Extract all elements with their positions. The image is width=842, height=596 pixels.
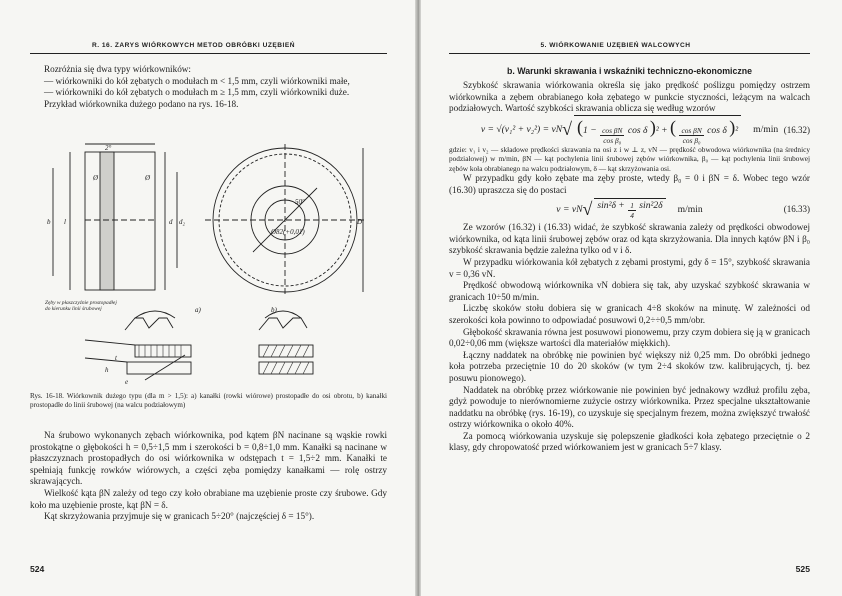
- figure-caption: Rys. 16-18. Wiórkownik dużego typu (dla m > 1,5): a) kanałki (rowki wiórowe) prostopadłe do osi obrotu, b) kanałki prostopadłe do linii śrubowej (na walcu podziałowym): [30, 392, 387, 409]
- formula2-frac-num: 1: [630, 201, 634, 211]
- bore-label: Ø82(+0,01): [271, 228, 305, 236]
- label-h: h: [105, 366, 109, 374]
- dim-label-d: d: [169, 218, 173, 226]
- formula1-frac1-den: cos β₀: [603, 135, 622, 145]
- formula2-radicand-a: sin²δ +: [597, 200, 628, 212]
- right-para-8: Łączny naddatek na obróbkę nie powinien być większy niż 0,25 mm. Do obróbki jednego koła potrzeba przeciętnie 10 do 20 skoków (w tym 2÷4 skoków tzw. kalibrujących, tj. bez posuwu pionowego).: [449, 349, 810, 383]
- right-page: [421, 0, 842, 596]
- angle-label: 50°: [295, 198, 305, 206]
- right-para-6: Liczbę skoków stołu dobiera się w granicach 4÷8 skoków na minutę. W zależności od szerokości koła powinno to odpowiadać posuwowi 0,2÷÷0,5 mm/obr.: [449, 303, 810, 325]
- right-para-1: Szybkość skrawania wiórkowania określa się jako prędkość poślizgu pomiędzy ostrzem wiórkownika a zębem obrabianego koła zębatego w punkcie styczności, leżącym na walcach podziałowych. Wartość szybkości skrawania oblicza się według wzorów: [449, 80, 810, 114]
- right-body-text: [449, 66, 810, 454]
- left-page-number: 524: [30, 564, 45, 574]
- left-body-text: [30, 430, 387, 523]
- formula2-lhs: v = vN: [556, 203, 583, 215]
- left-para-3: Kąt skrzyżowania przyjmuje się w granicach 5÷20° (najczęściej δ = 15°).: [44, 511, 315, 522]
- right-para-9: Naddatek na obróbkę przez wiórkowanie nie powinien być jednakowy wzdłuż profilu zęba, gdyż powoduje to nierównomierne zużycie ostrzy wiórkownika. Przez specjalne ukształtowanie naddatku na obróbkę (rys. 16-19), co uzyskuje się specjalnym frezem, można zwiększyć trwałość ostrzy wiórkownika o około 40%.: [449, 384, 810, 430]
- formula-16-32: v = √(v₁² + v₂²) = vN √ (1 − $\frac{\text{cos βN}}{\text{cos β₀}}$ cos δ )² + ( $\frac{\text{cos βN}}{\text{cos β₀}}$ cos δ )² m/min (16.32): [480, 116, 810, 145]
- dim-label-angle: 2°: [105, 144, 112, 152]
- figure-caption-block: [30, 392, 387, 410]
- right-para-3: Ze wzorów (16.32) i (16.33) widać, że szybkość skrawania zależy od prędkości obwodowej wiórkownika, od kąta linii śrubowej zębów oraz od kąta skrzyżowania. Dla innych kątów βN i β₀ szybkość skrawania będzie zależna tylko od v i δ.: [449, 222, 810, 256]
- left-page: [0, 0, 417, 596]
- formula1-term1: cos δ: [627, 124, 648, 136]
- right-para-5: Prędkość obwodową wiórkownika vN dobiera się tak, aby uzyskać szybkość skrawania w granicach 10÷50 m/min.: [449, 280, 810, 302]
- teeth-note: Zęby w płaszczyźnie prostopadłej do kierunku linii śrubowej: [45, 300, 117, 313]
- dim-label-b: b: [47, 218, 51, 226]
- formula1-number: (16.32): [783, 124, 810, 135]
- formula1-lhs: v = √(v₁² + v₂²) = vN: [480, 124, 563, 136]
- left-intro: [30, 64, 387, 110]
- formula2-unit: m/min: [677, 203, 703, 215]
- left-para-2: Wielkość kąta βN zależy od tego czy koło obrabiane ma uzębienie proste czy śrubowe. Gdy koło ma uzębienie proste, kąt βN = δ.: [30, 487, 387, 510]
- intro-line-1: Rozróżnia się dwa typy wiórkowników:: [44, 64, 191, 74]
- formula2-number: (16.33): [783, 204, 810, 215]
- right-para-4: W przypadku wiórkowania kół zębatych z zębami prostymi, gdy δ = 15°, szybkość skrawania v = 0,36 vN.: [449, 256, 810, 279]
- left-head-rule: [30, 53, 387, 54]
- formula1-frac1-num: cos βN: [602, 125, 623, 135]
- intro-line-2: — wiórkowniki do kół zębatych o modułach m < 1,5 mm, czyli wiórkowniki małe,: [44, 75, 350, 86]
- formula2-frac-den: 4: [630, 211, 634, 221]
- formula2-radicand-b: sin²2δ: [639, 200, 663, 212]
- formula1-unit: m/min: [753, 124, 779, 136]
- dim-label-o2: Ø: [145, 174, 151, 182]
- cutter-section: [85, 152, 155, 290]
- dim-label-l: l: [64, 218, 66, 226]
- right-head-rule: [449, 53, 810, 54]
- shaving-cutter-drawing: [45, 140, 375, 390]
- dim-label-D: D: [357, 218, 363, 226]
- sub-a-label: a): [195, 306, 201, 314]
- label-t: t: [115, 354, 117, 362]
- right-para-2: W przypadku gdy koło zębate ma zęby proste, wtedy β₀ = 0 i βN = δ. Wobec tego wzór (16.30) upraszcza się do postaci: [449, 173, 810, 195]
- right-para-10: Za pomocą wiórkowania uzyskuje się polepszenie gładkości koła zębatego przeciętnie o 2 klasy, gdy chropowatość przed wiórkowaniem jest w granicach 5÷7 klasy.: [449, 430, 810, 453]
- right-page-number: 525: [795, 564, 810, 574]
- left-para-1: Na śrubowo wykonanych zębach wiórkownika, pod kątem βN nacinane są wąskie rowki prostokątne o głębokości h = 0,5÷1,5 mm i szerokości b = 0,8÷1,0 mm. Kanałki są nacinane w płaszczyznach prostopadłych do osi wiórkownika w odstępach t = 1,5÷2 mm. Kanałki te spełniają funkcję rowków wiórowych, a części zęba pomiędzy kanałkami — rolę ostrzy skrawających.: [30, 430, 387, 487]
- intro-line-3: — wiórkowniki do kół zębatych o modułach m ≥ 1,5 mm, czyli wiórkowniki duże.: [44, 87, 350, 98]
- formula1-frac2-num: cos βN: [681, 125, 702, 135]
- right-running-head: 5. WIÓRKOWANIE UZĘBIEŃ WALCOWYCH: [540, 42, 691, 49]
- left-running-head: R. 16. ZARYS WIÓRKOWYCH METOD OBRÓBKI UZĘBIEŃ: [91, 42, 296, 49]
- intro-line-4: Przykład wiórkownika dużego podano na rys. 16-18.: [44, 98, 239, 109]
- formula1-term2: cos δ: [707, 124, 727, 136]
- label-e: e: [125, 378, 129, 386]
- dim-label-d2: d₂: [179, 218, 185, 226]
- dim-label-o1: Ø: [93, 174, 99, 182]
- formula-16-33: v = vN √ sin²δ + $\frac{1}{4}$ sin²2δ m/min (16.33): [556, 198, 810, 221]
- sub-b-label: b): [271, 306, 277, 314]
- formula1-frac2-den: cos β₀: [682, 135, 701, 145]
- symbol-legend: gdzie: v₁ i v₂ — składowe prędkości skrawania na osi z i w ⊥ z, vN — prędkość obwodowa wiórkownika (na średnicy podziałowej) w m/min, βN — kąt pochylenia linii śrubowej zębów wiórkownika, β₀ — kąt pochylenia linii śrubowej zębów koła obrabianego na walcu podziałowym, δ — kąt skrzyżowania osi.: [449, 144, 810, 173]
- section-title: b. Warunki skrawania i wskaźniki techniczno-ekonomiczne: [506, 66, 753, 76]
- right-para-7: Głębokość skrawania równa jest posuwowi pionowemu, przy czym dobiera się ją w granicach 0,02÷0,06 mm (większe wartości dla materiałów miękkich).: [449, 326, 810, 349]
